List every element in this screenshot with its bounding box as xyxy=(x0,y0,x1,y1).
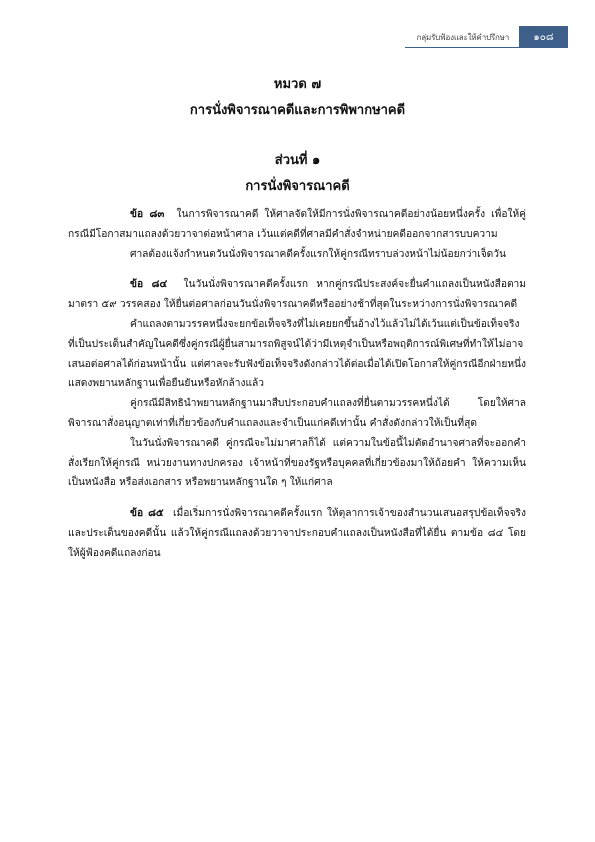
header-divider xyxy=(405,47,568,48)
paragraph-article-84 xyxy=(68,275,526,315)
page-header xyxy=(417,26,568,48)
part-subtitle: การนั่งพิจารณาคดี xyxy=(245,179,350,194)
paragraph-text-block: ในวันนั่งพิจารณาคดี คู่กรณีจะไม่มาศาลก็ได้ แต่ความในข้อนี้ไม่ตัดอำนาจศาลที่จะออกคำสั่งเรียกให้คู่กรณี หน่วยงานทางปกครอง เจ้าหน้าที่ของรัฐหรือบุคคลที่เกี่ยวข้องมาให้ถ้อยคำ ให้ความเห็นเป็นหนังสือ หรือส่งเอกสาร หรือพยานหลักฐานใด ๆ ให้แก่ศาล xyxy=(68,437,526,489)
article-number: ข้อ ๘๕ xyxy=(130,508,164,520)
paragraph-article-83 xyxy=(68,205,526,245)
paragraph-text: ในการพิจารณาคดี ให้ศาลจัดให้มีการนั่งพิจารณาคดีอย่างน้อยหนึ่งครั้ง เพื่อให้คู่กรณีมีโอกาสมาแถลงด้วยวาจาต่อหน้าศาล เว้นแต่คดีที่ศาลมีคำสั่งจำหน่ายคดีออกจากสารบบความ xyxy=(68,209,526,240)
paragraph-text: เมื่อเริ่มการนั่งพิจารณาคดีครั้งแรก ให้ตุลาการเจ้าของสำนวนเสนอสรุปข้อเท็จจริงและประเด็นของคดีนั้น แล้วให้คู่กรณีแถลงด้วยวาจาประกอบคำแถลงเป็นหนังสือที่ได้ยื่น ตามข้อ ๘๔ โดยให้ผู้ฟ้องคดีแถลงก่อน xyxy=(68,508,526,559)
article-number: ข้อ ๘๓ xyxy=(130,209,165,220)
paragraph-text: ในวันนั่งพิจารณาคดีครั้งแรก หากคู่กรณีประสงค์จะยื่นคำแถลงเป็นหนังสือตามมาตรา ๕๙ วรรคสอง ให้ยื่นต่อศาลก่อนวันนั่งพิจารณาคดีหรืออย่างช้าที่สุดในระหว่างการนั่งพิจารณาคดี xyxy=(68,279,526,311)
paragraph-article-85 xyxy=(68,504,526,563)
chapter-title: หมวด ๗ xyxy=(273,77,322,92)
article-number: ข้อ ๘๔ xyxy=(130,279,168,291)
document-body xyxy=(68,205,526,564)
paragraph-text-block: คู่กรณีมีสิทธินำพยานหลักฐานมาสืบประกอบคำแถลงที่ยื่นตามวรรคหนึ่งได้ โดยให้ศาลพิจารณาสั่งอนุญาตเท่าที่เกี่ยวข้องกับคำแถลงและจำเป็นแก่คดีเท่านั้น คำสั่งดังกล่าวให้เป็นที่สุด xyxy=(68,398,526,429)
paragraph-text-block: คำแถลงตามวรรคหนึ่งจะยกข้อเท็จจริงที่ไม่เคยยกขึ้นอ้างไว้แล้วไม่ได้เว้นแต่เป็นข้อเท็จจริงที่เป็นประเด็นสำคัญในคดีซึ่งคู่กรณีผู้ยื่นสามารถพิสูจน์ได้ว่ามีเหตุจำเป็นหรือพฤติการณ์พิเศษที่ทำให้ไม่อาจเสนอต่อศาลได้ก่อนหน้านั้น แต่ศาลจะรับฟังข้อเท็จจริงดังกล่าวได้ต่อเมื่อได้เปิดโอกาสให้คู่กรณีอีกฝ่ายหนึ่งแสดงพยานหลักฐานเพื่อยืนยันหรือหักล้างแล้ว xyxy=(68,318,526,390)
chapter-subtitle: การนั่งพิจารณาคดีและการพิพากษาคดี xyxy=(189,103,406,118)
page-number-badge: ๑๐๘ xyxy=(519,26,568,48)
header-section-title: กลุ่มรับฟ้องและให้คำปรึกษา xyxy=(416,32,509,42)
part-title: ส่วนที่ ๑ xyxy=(274,153,321,168)
paragraph-text-block: ศาลต้องแจ้งกำหนดวันนั่งพิจารณาคดีครั้งแรกให้คู่กรณีทราบล่วงหน้าไม่น้อยกว่าเจ็ดวัน xyxy=(130,248,506,260)
